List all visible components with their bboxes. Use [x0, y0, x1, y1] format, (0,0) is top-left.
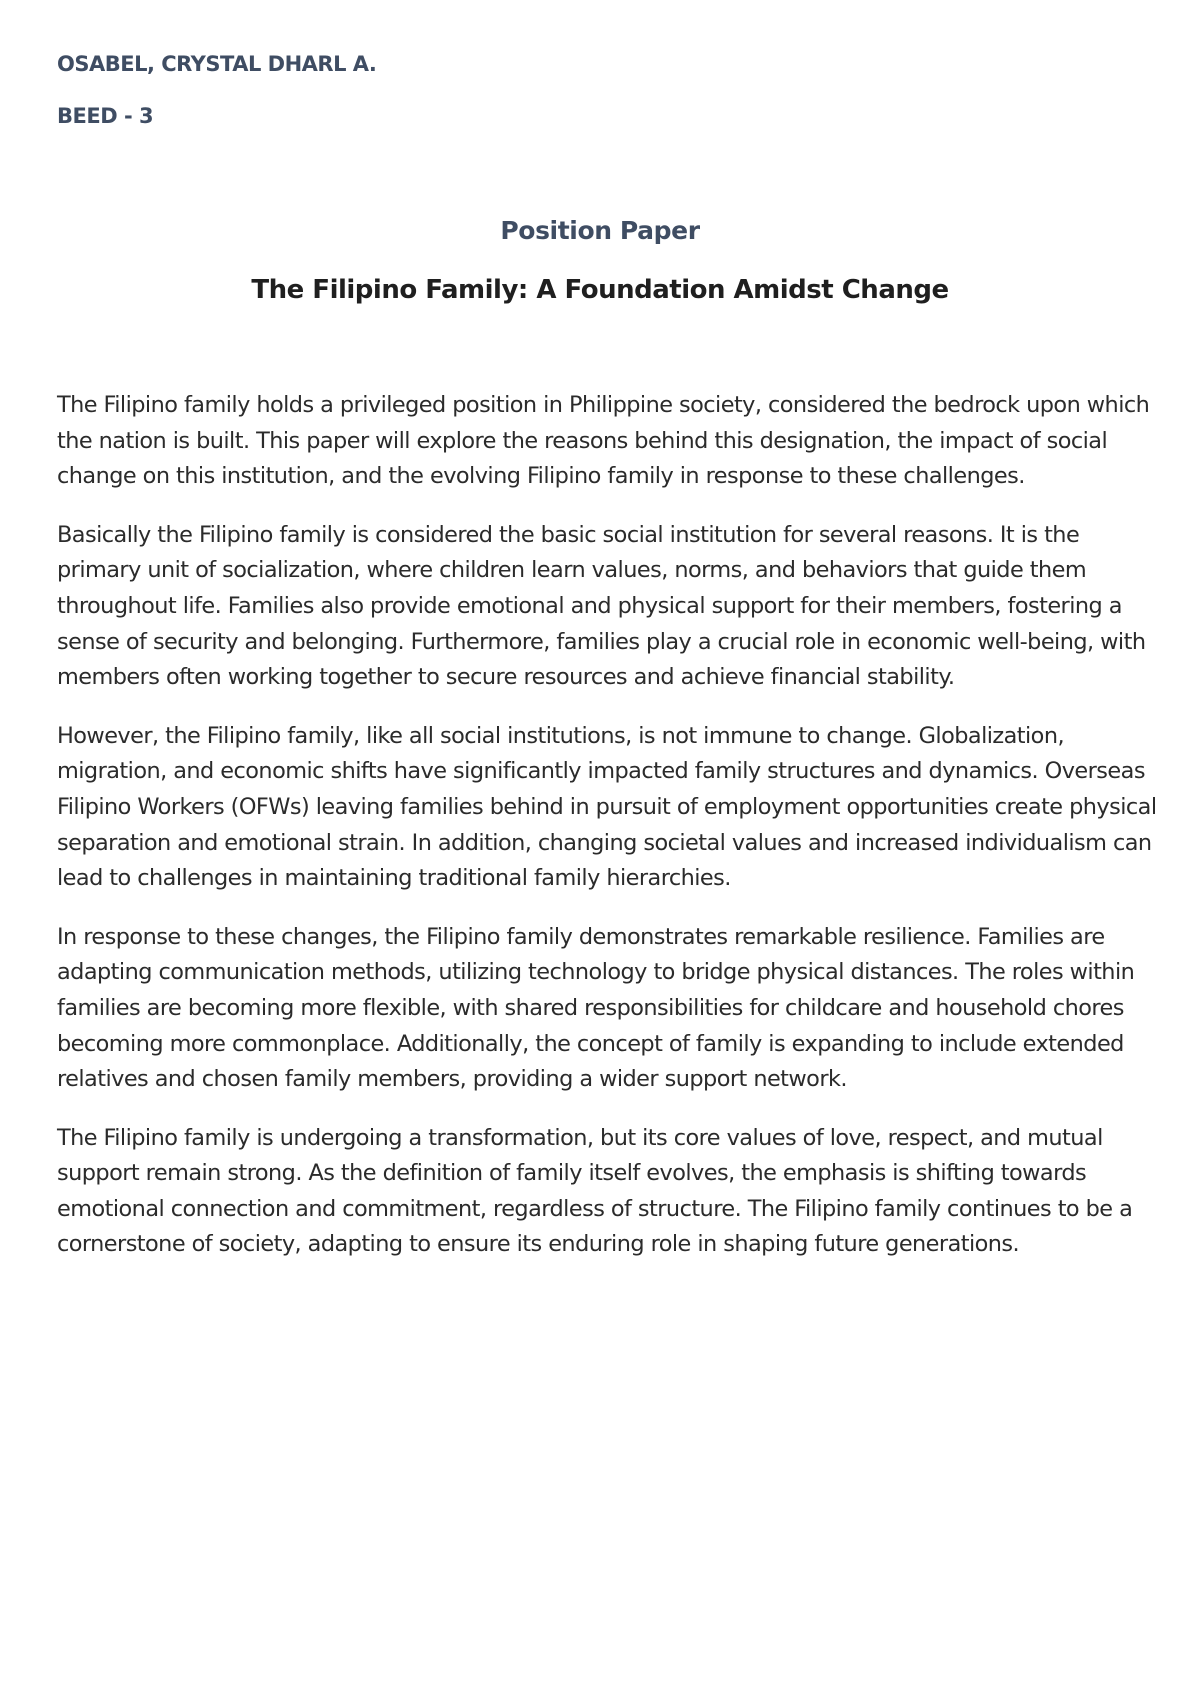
- author-name: OSABEL, CRYSTAL DHARL A.: [57, 52, 377, 76]
- paragraph-resilience: In response to these changes, the Filipino family demonstrates remarkable resilience. Families are adapting communication methods, utilizing technology to bridge physical distances. The roles within families are becoming more flexible, with shared responsibilities for childcare and household chores becoming more commonplace. Additionally, the concept of family is expanding to include extended relatives and chosen family members, providing a wider support network.: [57, 923, 1135, 1093]
- author-section: BEED - 3: [57, 104, 154, 128]
- document-body: [57, 388, 1157, 1286]
- document-type-heading: Position Paper: [500, 216, 700, 245]
- paragraph-basic-institution: Basically the Filipino family is considered the basic social institution for several reasons. It is the primary unit of socialization, where children learn values, norms, and behaviors that guide them throughout life. Families also provide emotional and physical support for their members, fostering a sense of security and belonging. Furthermore, families play a crucial role in economic well-being, with members often working together to secure resources and achieve financial stability.: [57, 521, 1146, 691]
- document-title: The Filipino Family: A Foundation Amidst Change: [251, 275, 949, 305]
- paragraph-social-change: However, the Filipino family, like all social institutions, is not immune to change. Globalization, migration, and economic shifts have significantly impacted family structures and dynamics. Overseas Filipino Workers (OFWs) leaving families behind in pursuit of employment opportunities create physical separation and emotional strain. In addition, changing societal values and increased individualism can lead to challenges in maintaining traditional family hierarchies.: [57, 722, 1157, 892]
- paragraph-conclusion: The Filipino family is undergoing a transformation, but its core values of love, respect, and mutual support remain strong. As the definition of family itself evolves, the emphasis is shifting towards emotional connection and commitment, regardless of structure. The Filipino family continues to be a cornerstone of society, adapting to ensure its enduring role in shaping future generations.: [57, 1124, 1133, 1258]
- paragraph-introduction: The Filipino family holds a privileged position in Philippine society, considered the bedrock upon which the nation is built. This paper will explore the reasons behind this designation, the impact of social change on this institution, and the evolving Filipino family in response to these challenges.: [57, 392, 1150, 490]
